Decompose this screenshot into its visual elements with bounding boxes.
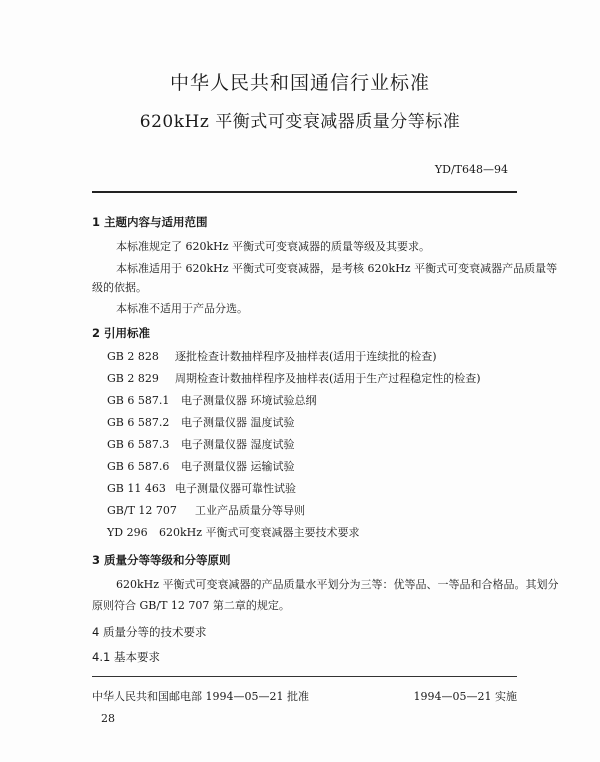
section-3-heading: 3 质量分等等级和分等原则 (92, 553, 231, 567)
document-subtitle: 620kHz 平衡式可变衰减器质量分等标准 (139, 112, 461, 132)
reference-code: GB 6 587.2 (107, 416, 170, 429)
reference-item (107, 392, 317, 408)
reference-code: YD 296 (107, 526, 148, 539)
reference-item (107, 370, 481, 386)
reference-item (107, 436, 295, 452)
reference-item (107, 348, 437, 364)
reference-title: 周期检查计数抽样程序及抽样表(适用于生产过程稳定性的检查) (175, 372, 481, 385)
reference-title: 逐批检查计数抽样程序及抽样表(适用于连续批的检查) (175, 350, 437, 363)
section-1-para-3: 本标准不适用于产品分选。 (116, 302, 248, 315)
section-1-para-2-line-2: 级的依据。 (92, 281, 147, 294)
reference-item (107, 524, 360, 540)
reference-title: 电子测量仪器 湿度试验 (181, 438, 295, 451)
reference-item (107, 414, 295, 430)
reference-title: 电子测量仪器 环境试验总纲 (181, 394, 317, 407)
section-1-para-1: 本标准规定了 620kHz 平衡式可变衰减器的质量等级及其要求。 (116, 240, 431, 253)
section-4-heading: 4 质量分等的技术要求 (92, 625, 207, 639)
section-1-heading: 1 主题内容与适用范围 (92, 215, 208, 229)
implementation-date: 1994—05—21 实施 (413, 690, 517, 703)
reference-code: GB 11 463 (107, 482, 166, 495)
page-number: 28 (101, 712, 115, 725)
reference-item (107, 480, 296, 496)
reference-title: 电子测量仪器 运输试验 (181, 460, 295, 473)
reference-title: 电子测量仪器可靠性试验 (175, 482, 296, 495)
reference-title: 620kHz 平衡式可变衰减器主要技术要求 (159, 526, 360, 539)
reference-code: GB 2 829 (107, 372, 159, 385)
reference-code: GB 6 587.6 (107, 460, 170, 473)
approval-line: 中华人民共和国邮电部 1994—05—21 批准 (92, 690, 309, 703)
reference-item (107, 502, 305, 518)
reference-title: 电子测量仪器 温度试验 (181, 416, 295, 429)
reference-code: GB/T 12 707 (107, 504, 177, 517)
reference-code: GB 6 587.1 (107, 394, 170, 407)
footer-rule (92, 676, 517, 677)
section-3-para-line-1: 620kHz 平衡式可变衰减器的产品质量水平划分为三等：优等品、一等品和合格品。其划分 (116, 578, 559, 591)
reference-code: GB 6 587.3 (107, 438, 170, 451)
reference-item (107, 458, 295, 474)
header-rule (92, 191, 517, 193)
document-title: 中华人民共和国通信行业标准 (169, 72, 430, 94)
section-4-1-heading: 4.1 基本要求 (92, 650, 160, 664)
reference-title: 工业产品质量分等导则 (195, 504, 305, 517)
section-2-heading: 2 引用标准 (92, 326, 151, 340)
section-1-para-2-line-1: 本标准适用于 620kHz 平衡式可变衰减器，是考核 620kHz 平衡式可变衰减器产品质量等 (116, 262, 558, 275)
standard-code: YD/T648—94 (434, 163, 508, 176)
reference-code: GB 2 828 (107, 350, 159, 363)
section-3-para-line-2: 原则符合 GB/T 12 707 第二章的规定。 (92, 599, 290, 612)
